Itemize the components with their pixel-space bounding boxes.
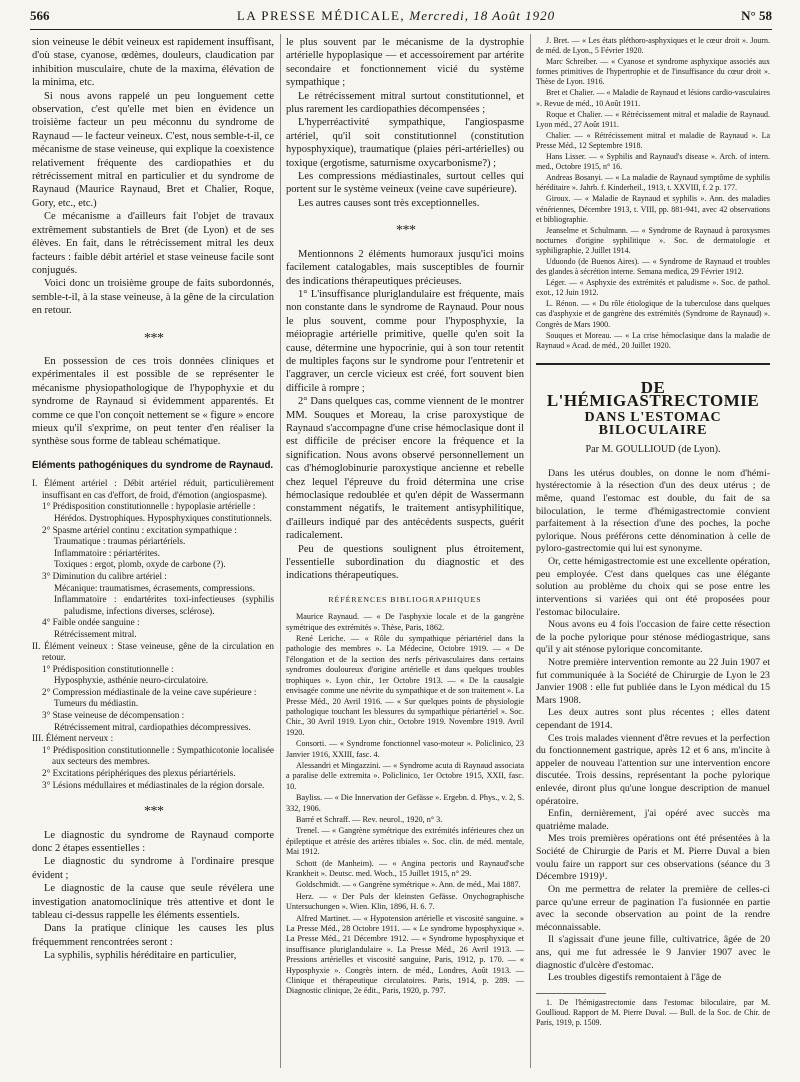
reference-entry: Giroux. — « Maladie de Raynaud et syphilis ». Ann. des maladies vénériennes, Décembre 1913, t. VIII, pp. 881-941, avec 42 observations et bibliographie.	[536, 194, 770, 224]
reference-entry: Alessandri et Mingazzini. — « Syndrome acuta di Raynaud associata a paralise delle extremita ». Policlinico, 1er Octobre 1915, XXII, fasc. 10.	[286, 760, 524, 791]
paragraph: Mentionnons 2 éléments humoraux jusqu'ici moins facilement catalogables, mais susceptibles de fournir des indications thérapeutiques précieuses.	[286, 248, 524, 287]
reference-entry: Bret et Chalier. — « Maladie de Raynaud et lésions cardio-vasculaires ». Revue de méd., 10 Août 1911.	[536, 88, 770, 108]
reference-entry: Hans Lisser. — « Syphilis and Raynaud's disease ». Arch. of intern. med., Octobre 1915, n° 16.	[536, 152, 770, 172]
list-item: 2° Compression médiastinale de la veine cave supérieure :	[42, 686, 257, 697]
list-item: 1° Prédisposition constitutionnelle : Sympathicotonie localisée aux secteurs des membres.	[42, 744, 274, 767]
column-divider	[280, 34, 281, 1068]
list-item: Tumeurs du médiastin.	[54, 698, 139, 709]
article-subtitle: DANS L'ESTOMAC BILOCULAIRE	[584, 408, 722, 438]
paragraph: Ces trois malades viennent d'être revues et la perfection du fonctionnement gastrique, après 12 et 6 ans, m'incite à appeler de nouveau l'attention sur une intervention encore discutée. Trois dessins, représentant la poche pylorique enlevée, diront plus qu'une longue description de manuel opératoire.	[536, 732, 770, 807]
issue-date: Mercredi, 18 Août 1920	[409, 8, 556, 23]
paragraph: Le rétrécissement mitral surtout constitutionnel, et plus rarement les cardiopathies décompensées ;	[286, 90, 524, 116]
paragraph: 1° L'insuffisance pluriglandulaire est fréquente, mais non constante dans le syndrome de Raynaud. Pour nous le plus souvent, comme pour l'hyposphyxie, la méiopragie artérielle primitive, quelle qu'en soit la cause, détermine une hypocrinie, qui à son tour retentit de multiples façons sur le syndrome pour l'entretenir et l'aggraver, un cercle vicieux est créé, fort souvent bien difficile à rompre ;	[286, 288, 524, 394]
paragraph: Dans les utérus doubles, on donne le nom d'hémi-hystérectomie à la résection d'un des deux utérus ; de même, quand l'estomac est double, du fait de sa biloculation, le terme d'hémigastrectomie convient parfaitement à la résection d'une des poches, la poche pylorique. Nous préférons cette dénomination à celle de pyloro-gastrectomie qui lui est synonyme.	[536, 467, 770, 555]
reference-entry: Marc Schreiber. — « Cyanose et syndrome asphyxique associés aux formes primitives de l'hypertrophie et de l'insuffisance du cœur droit ». Thèse de Lyon. 1916.	[536, 57, 770, 87]
list-item: 3° Lésions médullaires et médiastinales de la région dorsale.	[42, 779, 265, 790]
article-body	[536, 468, 770, 985]
paragraph: Les compressions médiastinales, surtout celles qui portent sur le système veineux (veine cave supérieure).	[286, 171, 524, 196]
reference-entry: Roque et Chalier. — « Rétrécissement mitral et maladie de Raynaud. Lyon méd., 27 Août 1911.	[536, 109, 770, 129]
footnote: 1. De l'hémigastrectomie dans l'estomac biloculaire, par M. Goullioud. Rapport de M. Pierre Duval. — Bull. de la Soc. de Chir. de Paris, 1919, p. 1509.	[536, 997, 770, 1027]
reference-entry: Andreas Bosanyi. — « La maladie de Raynaud symptôme de syphilis héréditaire ». Jahrb. f. Kinderheil., 1913, t. XXVIII, f. 2 p. 177.	[536, 173, 770, 193]
list-item: 1° Prédisposition constitutionnelle : hypoplasie artérielle :	[42, 501, 256, 512]
list-item: 3° Diminution du calibre artériel :	[42, 570, 167, 581]
paragraph: Or, cette hémigastrectomie est une excellente opération, peu employée. C'est dans quelques cas une élégante solution au problème du choix qui se pose entre les interventions si variées qui ont été proposées pour l'estomac biloculaire.	[536, 556, 770, 618]
section-separator: * * *	[144, 330, 162, 346]
reference-entry: Barré et Schraff. — Rev. neurol., 1920, n° 3.	[296, 814, 443, 824]
references-list	[536, 36, 770, 351]
paragraph: 2° Dans quelques cas, comme viennent de le montrer MM. Souques et Moreau, la crise paroxystique de Raynaud s'accompagne d'une crise hémoclasique dont il est difficile de préciser encore la fréquence et la signification. Nous avons observé personnellement un cas d'hémoglobinurie paroxystique ancienne et rebelle chez lequel l'épreuve du froid détermina une crise hémoclasique redoublée et qu'en dépit de Wassermann constamment négatifs, le traitement antisyphilitique, d'ailleurs indiqué par des antécédents suspects, guérit radicalement.	[286, 396, 524, 542]
paragraph: Notre première intervention remonte au 22 Juin 1907 et fut communiquée à la Société de Chirurgie de Lyon le 23 Janvier 1908 : elle fut publiée dans le Lyon médical du 15 Mars 1908.	[536, 656, 770, 706]
reference-entry: Léger. — « Asphyxie des extrémités et paludisme ». Soc. de pathol. exot., 12 Juin 1912.	[536, 278, 770, 298]
reference-entry: René Leriche. — « Rôle du sympathique périartériel dans la pathologie des membres ». La Médecine, Octobre 1919. — « De l'élongation et de la section des nerfs périvasculaires dans certains syndromes douloureux d'origine artérielle et dans quelques troubles trophiques ». Lyon chir., 1er Octobre 1913. — « De la causalgie envisagée comme une névrite du sympathique et de son traitement ». La Presse Méd., 20 Avril 1916. — « Sur quelques points de physiologie pathologique touchant les blessures du sympathique périartériel ». Soc. Chir., 30 Avril 1919. Lyon chir., Octobre 1919. Novembre 1919. Avril 1920.	[286, 634, 524, 737]
paragraph: Les deux autres sont plus récentes ; elles datent cependant de 1914.	[536, 707, 770, 731]
paragraph: Le diagnostic de la cause que seule révélera une investigation anatomoclinique très attentive et dont le tableau ci-dessus rappelle les éléments essentiels.	[32, 883, 274, 922]
page-header	[30, 8, 772, 30]
article-byline: Par M. GOULLIOUD (de Lyon).	[585, 443, 721, 455]
list-item: Inflammatoire : endartérites toxi-infectieuses (syphilis paludisme, infections diverses, sclérose).	[54, 594, 274, 616]
reference-entry: Trenel. — « Gangrène symétrique des extrémités inférieures chez un épileptique et atrésie des artères tibiales ». Soc. clin. de méd. mentale, Mai 1912.	[286, 826, 524, 857]
paragraph: On me permettra de relater la première de celles-ci parce qu'une erreur de pagination l'a fusionnée en partie avec la seconde observation au point de la rendre méconnaissable.	[536, 883, 770, 933]
list-item: 3° Stase veineuse de décompensation :	[42, 710, 185, 721]
reference-entry: Alfred Martinet. — « Hypotension artérielle et viscosité sanguine. » La Presse Méd., 28 Octobre 1911. — « Le syndrome hyposphyxique ». La Presse Méd., 21 Décembre 1912. — « Syndrome hyposphyxique et insuffisance pluriglandulaire ». La Presse Méd., 26 Avril 1913. — Pressions artérielles et viscosité sanguine, Paris, 1912, p. 170. — « Hyposphyxie ». Congrès intern. de méd., Londres, Août 1913. — Clinique et thérapeutique circulatoires. Paris, 1914, p. 289. — Diagnostic clinique, 2e édit., Paris, 1920, p. 797.	[286, 913, 524, 996]
journal-title	[90, 8, 702, 24]
paragraph: le plus souvent par le mécanisme de la dystrophie artérielle hypoplasique — et accessoirement par artérite secondaire et fonctionnement vicié du système sympathique ;	[286, 37, 524, 89]
list-item: II. Élément veineux : Stase veineuse, gêne de la circulation en retour.	[32, 640, 274, 663]
paragraph: Les troubles digestifs remontaient à l'âge de	[548, 972, 722, 984]
article-rule	[536, 363, 770, 365]
paragraph: Nous avons eu 4 fois l'occasion de faire cette résection de la poche pylorique pour sténose médiogastrique, sans qu'il y ait sténose pylorique concomitante.	[536, 619, 770, 656]
issue-number: N° 58	[741, 8, 772, 23]
references-list	[286, 612, 524, 997]
reference-entry: Goldschmidt. — « Gangrène symétrique ». Ann. de méd., Mai 1887.	[296, 880, 521, 890]
list-item: Mécanique: traumatismes, écrasements, compressions.	[54, 582, 256, 593]
journal-name: LA PRESSE MÉDICALE,	[236, 8, 406, 23]
list-item: Hyposphyxie, asthénie neuro-circulatoire.	[54, 675, 209, 686]
paragraph: Ce mécanisme a d'ailleurs fait l'objet de travaux extrêmement substantiels de Bret (de Lyon) et de ses élèves. En fait, dans le rétrécissement mitral les deux facteurs : faible débit artériel et stase veineuse facile sont conjugués.	[32, 211, 274, 276]
reference-entry: Uduondo (de Buenos Aires). — « Syndrome de Raynaud et troubles des glandes à sécrétion interne. Semana medica, 29 Février 1912.	[536, 256, 770, 277]
header-rule	[30, 29, 772, 30]
list-item: Traumatique : traumas périartériels.	[54, 536, 186, 547]
reference-entry: Jeanselme et Schulmann. — « Syndrome de Raynaud à paroxysmes nocturnes d'origine syphilitique ». Soc. de dermatologie et syphiligraphie, 2 Juillet 1914.	[536, 225, 770, 255]
reference-entry: Chalier. — « Rétrécissement mitral et maladie de Raynaud ». La Presse Méd., 12 Septembre 1918.	[536, 130, 770, 150]
list-item: 2° Excitations périphériques des plexus périartériels.	[42, 768, 236, 779]
reference-entry: Maurice Raynaud. — « De l'asphyxie locale et de la gangrène symétrique des extrémités ». Thèse, Paris, 1862.	[286, 612, 524, 632]
list-item: 2° Spasme artériel continu : excitation sympathique :	[42, 524, 237, 535]
reference-entry: J. Bret. — « Les états pléthoro-asphyxiques et le cœur droit ». Journ. de méd. de Lyon., 5 Février 1920.	[536, 36, 770, 56]
paragraph: Peu de questions soulignent plus étroitement, l'essentielle subordination du diagnostic et des indications thérapeutiques.	[286, 543, 524, 582]
paragraph: Le diagnostic du syndrome de Raynaud comporte donc 2 étapes essentielles :	[32, 829, 274, 855]
paragraph: Le diagnostic du syndrome à l'ordinaire presque évident ;	[32, 856, 274, 881]
reference-entry: Souques et Moreau. — « La crise hémoclasique dans la maladie de Raynaud » Acad. de méd., 20 Juillet 1920.	[536, 330, 770, 350]
column-divider	[530, 34, 531, 1068]
paragraph: L'hyperréactivité sympathique, l'angiospasme artériel, qu'il soit constitutionnel (constitution hyposphyxique), traumatique (plaies péri-artérielles) ou toxique (ergotisme, saturnisme oxycarbonisme?) ;	[286, 117, 524, 169]
pathogenic-elements-list	[32, 478, 274, 791]
column-3	[536, 36, 770, 1028]
paragraph: Il s'agissait d'une jeune fille, cultivatrice, âgée de 20 ans, qui me fut adressée le 9 Janvier 1907 avec le diagnostic d'ulcère d'estomac.	[536, 934, 770, 971]
section-separator: * * *	[144, 804, 162, 820]
paragraph: Si nous avons rappelé un peu longuement cette observation, c'est qu'elle met bien en évidence un troisième facteur un peu méconnu du syndrome de Raynaud — le facteur veineux. C'est, nous semble-t-il, ce mécanisme de stase veineuse, qui explique la coexistence relativement fréquente des cardiopathies et du rétrécissement mitral en particulier et du syndrome de Raynaud (Maurice Raynaud, Bret et Chalier, Roque, Gory, etc., etc.)	[32, 90, 274, 209]
page-number: 566	[30, 8, 50, 23]
section-heading: Eléments pathogéniques du syndrome de Raynaud.	[32, 459, 274, 471]
list-item: Rétrécissement mitral.	[54, 628, 137, 639]
reference-entry: Herz. — « Der Puls der kleinsten Gefässe. Onychographische Untersuchungen ». Wien. Klin, 1896, H. 6. 7.	[286, 891, 524, 912]
paragraph: Les autres causes sont très exceptionnelles.	[298, 197, 480, 209]
list-item: III. Élément nerveux :	[32, 733, 114, 744]
footnote-rule	[536, 993, 606, 994]
paragraph: Voici donc un troisième groupe de faits subordonnés, semble-t-il, à la stase veineuse, à la gêne de la circulation en retour.	[32, 278, 274, 317]
list-item: Toxiques : ergot, plomb, oxyde de carbone (?).	[54, 559, 226, 570]
list-item: Hérédos. Dystrophiques. Hyposphyxiques constitutionnels.	[54, 512, 272, 523]
paragraph: Dans la pratique clinique les causes les plus fréquemment rencontrées seront :	[32, 923, 274, 948]
paragraph: Mes trois premières opérations ont été présentées à la Société de Chirurgie de Paris et M. Pierre Duval a bien voulu faire un rapport sur ces observations (séance du 3 Décembre 1919)¹.	[536, 833, 770, 883]
reference-entry: Bayliss. — « Die Innervation der Gefässe ». Ergebn. d. Phys., v. 2, S. 332, 1906.	[286, 793, 524, 813]
paragraph: La syphilis, syphilis héréditaire en particulier,	[44, 950, 237, 962]
reference-entry: Consorti. — « Syndrome fonctionnel vaso-moteur ». Policlinico, 23 Janvier 1916, XXIII, fasc. 4.	[286, 739, 524, 759]
section-separator: * * *	[396, 223, 414, 239]
article-title: DE L'HÉMIGASTRECTOMIE	[546, 377, 760, 410]
list-item: Inflammatoire : périartérites.	[54, 547, 160, 558]
references-heading: RÉFÉRENCES BIBLIOGRAPHIQUES	[328, 594, 482, 604]
column-1	[32, 36, 274, 963]
list-item: 4° Faible ondée sanguine :	[42, 617, 140, 628]
list-item: Rétrécissement mitral, cardiopathies décompressives.	[54, 721, 251, 732]
list-item: I. Élément artériel : Débit artériel réduit, particulièrement insuffisant en cas d'effort, de froid, d'émotion (angiospasme).	[32, 478, 274, 500]
paragraph: Enfin, dernièrement, j'ai opéré avec succès ma quatrième malade.	[536, 808, 770, 832]
list-item: 1° Prédisposition constitutionnelle :	[42, 663, 174, 674]
paragraph: En possession de ces trois données cliniques et expérimentales il est possible de se représenter le mécanisme physiopathologique de l'hypophyxie et du syndrome de Raynaud si évidemment apparentés. Et comme ce que l'on conçoit nettement se « figure » encore mieux qu'il s'exprime, on peut tenter d'en réaliser la synthèse sous forme de tableau schématique.	[32, 355, 274, 448]
paragraph: sion veineuse le débit veineux est rapidement insuffisant, d'où stase, cyanose, œdèmes, douleurs, claudication par inhibition musculaire, chute de la maxima, élévation de la minima, etc.	[32, 37, 274, 89]
column-2	[286, 36, 524, 998]
reference-entry: L. Rénon. — « Du rôle étiologique de la tuberculose dans quelques cas d'asphyxie et de gangrène des extrémités (Syndrome de Raynaud) ». Congrès de Mars 1900.	[536, 299, 770, 329]
reference-entry: Schott (de Manheim). — « Angina pectoris und Raynaud'sche Krankheit ». Deutsc. med. Woch., 15 Juillet 1915, n° 29.	[286, 858, 524, 878]
